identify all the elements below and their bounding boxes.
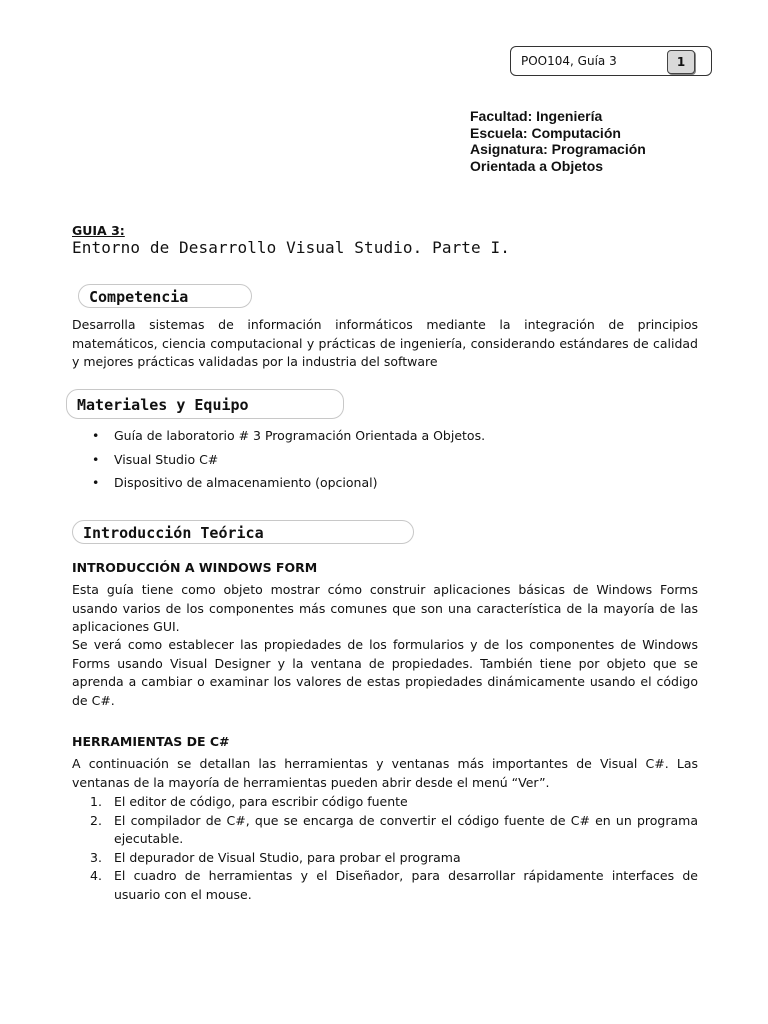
intro-paragraph-1: Esta guía tiene como objeto mostrar cómo construir aplicaciones básicas de Windows Forms usando varios de los componentes más comunes que son una característica de la mayoría de las aplicaciones GUI. <box>72 582 698 634</box>
guide-label: GUIA 3: <box>72 223 125 238</box>
tools-list <box>90 793 698 904</box>
materials-list <box>92 427 485 498</box>
list-item-text: Guía de laboratorio # 3 Programación Orientada a Objetos. <box>114 428 486 443</box>
list-item-text: El depurador de Visual Studio, para probar el programa <box>114 849 461 865</box>
list-item <box>92 427 485 451</box>
list-item-text: El editor de código, para escribir código fuente <box>114 794 408 809</box>
list-item <box>90 793 698 812</box>
list-number: 1. <box>90 794 102 809</box>
list-item <box>90 867 698 904</box>
list-item <box>92 474 485 498</box>
list-number: 2. <box>90 812 102 828</box>
section-heading-introduccion: Introducción Teórica <box>72 520 414 544</box>
list-item-text: Visual Studio C# <box>114 451 219 467</box>
bullet-icon: • <box>92 451 100 467</box>
list-item-text: El compilador de C#, que se encarga de convertir el código fuente de C# en un programa ejecutable. <box>114 812 698 846</box>
list-item-text: Dispositivo de almacenamiento (opcional) <box>114 475 378 490</box>
list-item <box>92 451 485 475</box>
subject-line: Asignatura: Programación <box>470 141 646 157</box>
bullet-icon: • <box>92 475 100 490</box>
competencia-text: Desarrolla sistemas de información informáticos mediante la integración de principios matemáticos, ciencia computacional y prácticas de ingeniería, considerando estándares de calidad y mejores prácticas validadas por la industria del software <box>72 317 698 369</box>
subheading-windows-form: INTRODUCCIÓN A WINDOWS FORM <box>72 560 318 575</box>
guide-title: Entorno de Desarrollo Visual Studio. Parte I. <box>72 238 510 257</box>
list-number: 4. <box>90 868 102 883</box>
bullet-icon: • <box>92 428 100 443</box>
section-heading-competencia: Competencia <box>78 284 252 308</box>
subject-line-continued: Orientada a Objetos <box>470 157 604 174</box>
list-number: 3. <box>90 849 102 865</box>
list-item-text: El cuadro de herramientas y el Diseñador, para desarrollar rápidamente interfaces de usuario con el mouse. <box>114 868 698 902</box>
course-guide-label: POO104, Guía 3 <box>521 54 617 68</box>
page-number: 1 <box>667 50 695 74</box>
herramientas-intro: A continuación se detallan las herramientas y ventanas más importantes de Visual C#. Las ventanas de la mayoría de herramientas pueden abrir desde el menú “Ver”. <box>72 756 698 790</box>
school-line: Escuela: Computación <box>470 124 621 141</box>
section-heading-materiales: Materiales y Equipo <box>66 389 344 419</box>
intro-paragraph-2: Se verá como establecer las propiedades de los formularios y de los componentes de Windows Forms usando Visual Designer y la ventana de propiedades. También tiene por objeto que se aprenda a cambiar o examinar los valores de estas propiedades dinámicamente usando el código de C#. <box>72 637 698 708</box>
faculty-line: Facultad: Ingeniería <box>470 108 603 124</box>
list-item <box>90 812 698 849</box>
faculty-info <box>470 108 646 174</box>
header-box <box>510 46 712 76</box>
subheading-herramientas: HERRAMIENTAS DE C# <box>72 734 230 749</box>
list-item <box>90 849 698 868</box>
